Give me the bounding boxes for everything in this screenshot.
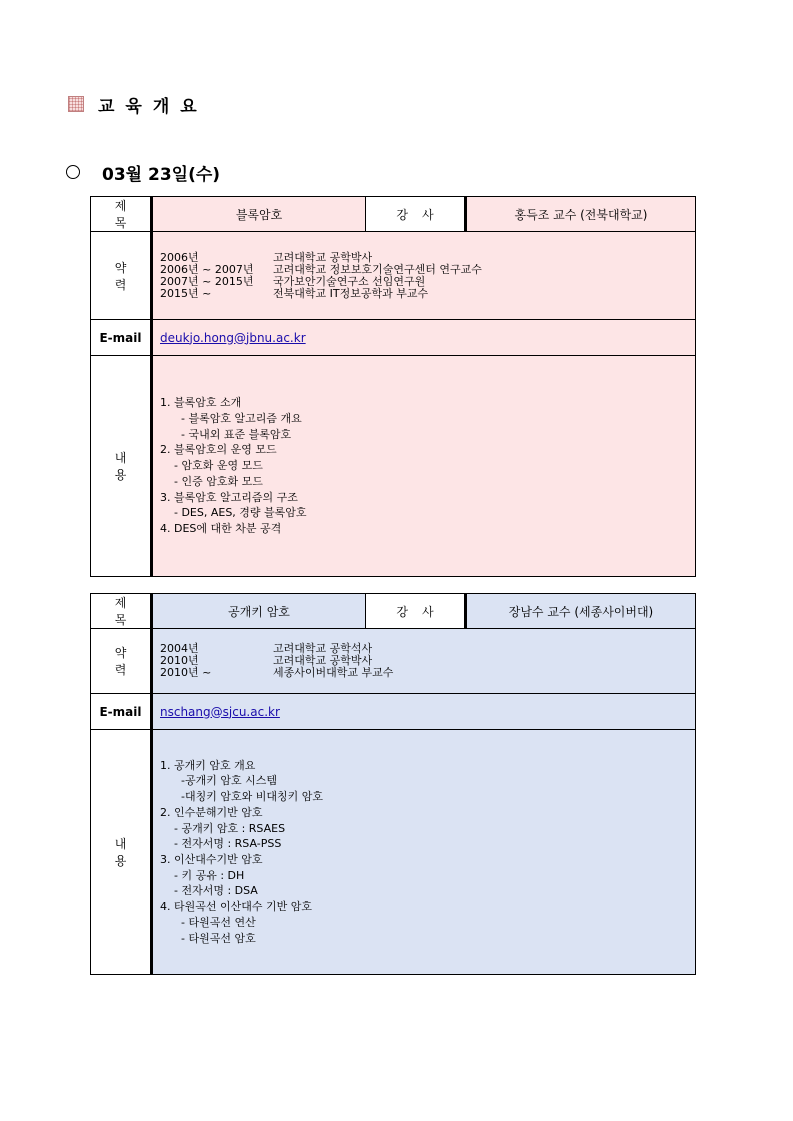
lecture-table-2 [90, 593, 696, 975]
instructor-name: 장남수 교수 (세종사이버대) [466, 594, 696, 629]
career-desc: 고려대학교 공학박사 [273, 250, 373, 264]
square-bullet-icon [68, 96, 84, 112]
email-cell [152, 320, 696, 356]
content-cell [152, 356, 696, 577]
heading-text: 교육개요 [98, 96, 208, 117]
career-year: 2010년 [160, 654, 199, 667]
career-desc: 고려대학교 정보보호기술연구센터 연구교수 [273, 262, 482, 276]
content-label: 내용 [91, 356, 152, 577]
content-line: - 블록암호 알고리즘 개요 [160, 412, 302, 426]
career-list [153, 643, 695, 679]
content-line: -공개키 암호 시스템 [160, 774, 277, 788]
instructor-name: 홍득조 교수 (전북대학교) [466, 197, 696, 232]
content-line: 2. 인수분해기반 암호 [160, 805, 263, 819]
career-year: 2006년 ~ 2007년 [160, 262, 254, 276]
instructor-label: 강사 [366, 197, 466, 232]
instructor-label: 강사 [366, 594, 466, 629]
section-heading [68, 93, 208, 115]
content-list [153, 758, 695, 946]
content-line: - 인증 암호화 모드 [160, 474, 263, 488]
content-line: 2. 블록암호의 운영 모드 [160, 443, 277, 457]
career-year: 2006년 [160, 250, 199, 264]
content-line: - 키 공유 : DH [160, 868, 245, 882]
content-line: -대칭키 암호와 비대칭키 암호 [160, 790, 323, 804]
content-line: - 암호화 운영 모드 [160, 459, 263, 473]
content-line: 4. 타원곡선 이산대수 기반 암호 [160, 900, 312, 914]
lecture-title: 블록암호 [152, 197, 366, 232]
circle-bullet-icon [66, 165, 80, 179]
content-label: 내용 [91, 730, 152, 975]
content-line: - 전자서명 : DSA [160, 884, 258, 898]
career-label: 약력 [91, 232, 152, 320]
career-year: 2007년 ~ 2015년 [160, 274, 254, 288]
email-label: E-mail [91, 694, 152, 730]
career-year: 2010년 ~ [160, 666, 212, 679]
career-label: 약력 [91, 629, 152, 694]
career-desc: 전북대학교 IT정보공학과 부교수 [273, 286, 429, 300]
lecture-table-1 [90, 196, 696, 577]
email-link[interactable]: deukjo.hong@jbnu.ac.kr [160, 330, 306, 345]
content-line: - 국내외 표준 블록암호 [160, 427, 292, 441]
lecture-title: 공개키 암호 [152, 594, 366, 629]
content-line: - 전자서명 : RSA-PSS [160, 837, 282, 851]
title-label: 제목 [91, 197, 152, 232]
career-desc: 고려대학교 공학박사 [273, 654, 373, 667]
career-desc: 세종사이버대학교 부교수 [273, 666, 394, 679]
email-label: E-mail [91, 320, 152, 356]
content-line: - 타원곡선 암호 [160, 931, 256, 945]
career-desc: 고려대학교 공학석사 [273, 642, 373, 655]
content-line: 3. 이산대수기반 암호 [160, 853, 263, 866]
email-link[interactable]: nschang@sjcu.ac.kr [160, 704, 280, 719]
career-cell [152, 629, 696, 694]
date-text: 03월 23일(수) [102, 164, 221, 185]
career-year: 2004년 [160, 642, 199, 655]
title-label: 제목 [91, 594, 152, 629]
lecture-date [66, 160, 220, 184]
career-cell [152, 232, 696, 320]
email-cell [152, 694, 696, 730]
content-line: - DES, AES, 경량 블록암호 [160, 506, 307, 520]
content-line: 1. 블록암호 소개 [160, 396, 242, 410]
content-list [153, 395, 695, 536]
career-year: 2015년 ~ [160, 286, 212, 300]
career-desc: 국가보안기술연구소 선임연구원 [273, 274, 426, 288]
content-line: - 공개키 암호 : RSAES [160, 821, 286, 835]
content-line: - 타원곡선 연산 [160, 915, 256, 929]
career-list [153, 252, 695, 300]
content-line: 1. 공개키 암호 개요 [160, 758, 256, 772]
content-line: 3. 블록암호 알고리즘의 구조 [160, 490, 298, 504]
content-cell [152, 730, 696, 975]
content-line: 4. DES에 대한 차분 공격 [160, 521, 282, 535]
